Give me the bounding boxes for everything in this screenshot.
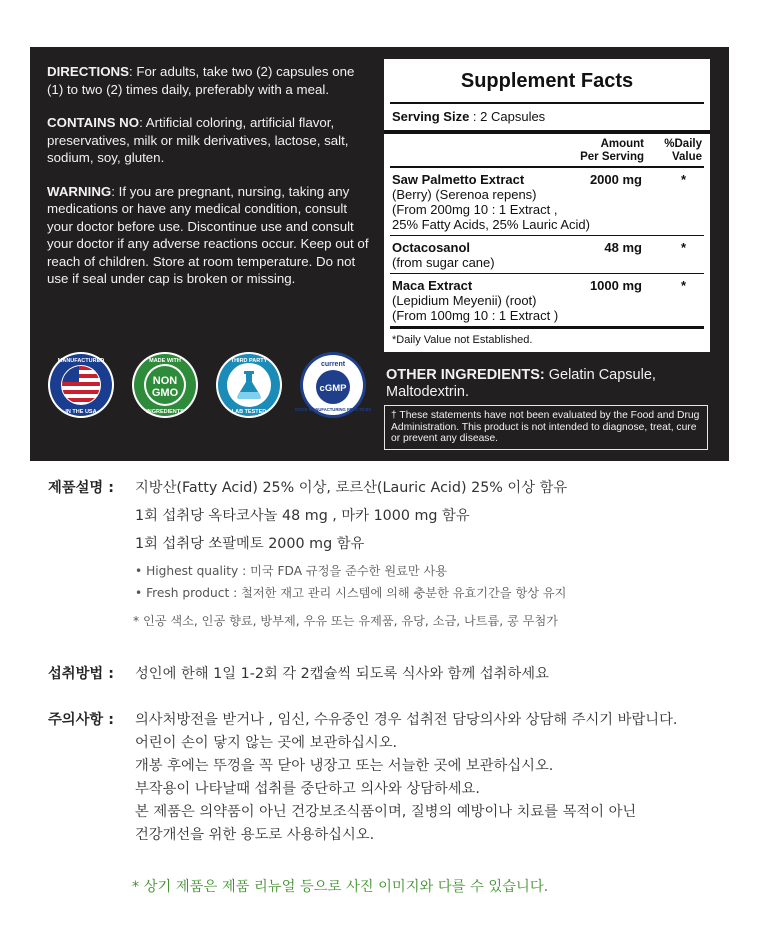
description-line: 지방산(Fatty Acid) 25% 이상, 로르산(Lauric Acid) 25% 이상 함유 — [135, 480, 568, 496]
no-additives-note: * 인공 색소, 인공 향료, 방부제, 우유 또는 유제품, 유당, 소금, 나트륨, 콩 무첨가 — [133, 614, 558, 628]
product-description-heading: 제품설명 : — [48, 480, 114, 496]
ingredient-row: Maca Extract (Lepidium Meyenii) (root) (From 100mg 10 : 1 Extract ) 1000 mg * — [390, 274, 704, 329]
intake-text: 성인에 한해 1일 1-2회 각 2캡슐씩 되도록 식사와 함께 섭취하세요 — [135, 666, 549, 682]
fda-disclaimer: † These statements have not been evaluated by the Food and Drug Administration. This product is not intended to diagnose, treat, cure or prevent any disease. — [384, 405, 708, 450]
caution-line: 의사처방전을 받거나 , 임신, 수유중인 경우 섭취전 담당의사와 상담해 주시기 바랍니다. — [135, 712, 678, 728]
ingredient-row: Saw Palmetto Extract (Berry) (Serenoa repens) (From 200mg 10 : 1 Extract , 25% Fatty Acids, 25% Lauric Acid) 2000 mg * — [390, 168, 704, 236]
svg-text:MANUFACTURED: MANUFACTURED — [57, 358, 105, 364]
warning-text: : If you are pregnant, nursing, taking any medications or have any medical condition, consult your doctor before use. Discontinue use and consult your doctor if any adverse reactions occur. Keep out of reach of children. Store at room temperature. Do not use if seal under cap is broken or missing. — [47, 183, 369, 286]
supplement-facts-table — [384, 59, 710, 352]
other-ingredients: OTHER INGREDIENTS: Gelatin Capsule, Maltodextrin. — [386, 367, 656, 400]
svg-text:LAB TESTED: LAB TESTED — [231, 409, 267, 415]
amount-header: Amount Per Serving — [580, 138, 644, 163]
contains-heading: CONTAINS NO — [47, 115, 140, 130]
svg-text:GMO: GMO — [151, 387, 179, 399]
caution-heading: 주의사항 : — [48, 712, 114, 728]
cgmp-badge — [294, 351, 372, 419]
contains-text: : Artificial coloring, artificial flavor, preservatives, milk or milk derivatives, lactose, salt, sodium, soy, gluten. — [47, 115, 349, 165]
directions-heading: DIRECTIONS — [47, 64, 130, 79]
facts-footnote: *Daily Value not Established. — [392, 334, 533, 346]
warning-heading: WARNING — [47, 183, 112, 199]
svg-text:GOOD MANUFACTURING PRACTICES: GOOD MANUFACTURING PRACTICES — [294, 407, 372, 412]
svg-text:cGMP: cGMP — [319, 383, 347, 394]
svg-text:THIRD PARTY: THIRD PARTY — [230, 358, 268, 364]
intake-heading: 섭취방법 : — [48, 666, 114, 682]
caution-line: 개봉 후에는 뚜껑을 꼭 닫아 냉장고 또는 서늘한 곳에 보관하십시오. — [135, 758, 554, 774]
facts-title: Supplement Facts — [390, 59, 704, 104]
caution-line: 어린이 손이 닿지 않는 곳에 보관하십시오. — [135, 735, 398, 751]
warning-paragraph — [47, 183, 369, 288]
description-line: 1회 섭취당 옥타코사놀 48 mg , 마카 1000 mg 함유 — [135, 508, 470, 524]
renewal-note: * 상기 제품은 제품 리뉴얼 등으로 사진 이미지와 다를 수 있습니다. — [132, 879, 549, 895]
svg-text:INGREDIENTS: INGREDIENTS — [146, 409, 184, 415]
facts-column-header — [390, 134, 704, 168]
caution-line: 본 제품은 의약품이 아닌 건강보조식품이며, 질병의 예방이나 치료를 목적이 아닌 — [135, 804, 637, 820]
label-left-text — [47, 63, 369, 304]
caution-line: 건강개선을 위한 용도로 사용하십시오. — [135, 827, 375, 843]
svg-text:MADE WITH: MADE WITH — [149, 358, 181, 364]
contains-paragraph — [47, 114, 369, 167]
lab-tested-badge — [215, 351, 283, 419]
quality-bullet: • Highest quality : 미국 FDA 규정을 준수한 원료만 사용 — [135, 564, 448, 578]
directions-paragraph — [47, 63, 369, 98]
serving-size: Serving Size : 2 Capsules — [384, 104, 710, 134]
svg-text:NON: NON — [152, 375, 178, 387]
product-label-panel — [30, 47, 729, 461]
svg-text:current: current — [320, 361, 346, 368]
ingredient-row: Octacosanol (from sugar cane) 48 mg * — [390, 236, 704, 274]
made-in-usa-badge — [47, 351, 115, 419]
directions-text: : For adults, take two (2) capsules one (1) to two (2) times daily, preferably with a meal. — [47, 64, 355, 97]
caution-line: 부작용이 나타날때 섭취를 중단하고 의사와 상담하세요. — [135, 781, 480, 797]
description-line: 1회 섭취당 쏘팔메토 2000 mg 함유 — [135, 536, 365, 552]
svg-text:IN THE USA: IN THE USA — [65, 409, 97, 415]
fresh-bullet: • Fresh product : 철저한 재고 관리 시스템에 의해 충분한 유효기간을 항상 유지 — [135, 586, 567, 600]
certification-badges — [45, 351, 375, 423]
daily-value-header: %Daily Value — [664, 138, 702, 163]
non-gmo-badge — [131, 351, 199, 419]
